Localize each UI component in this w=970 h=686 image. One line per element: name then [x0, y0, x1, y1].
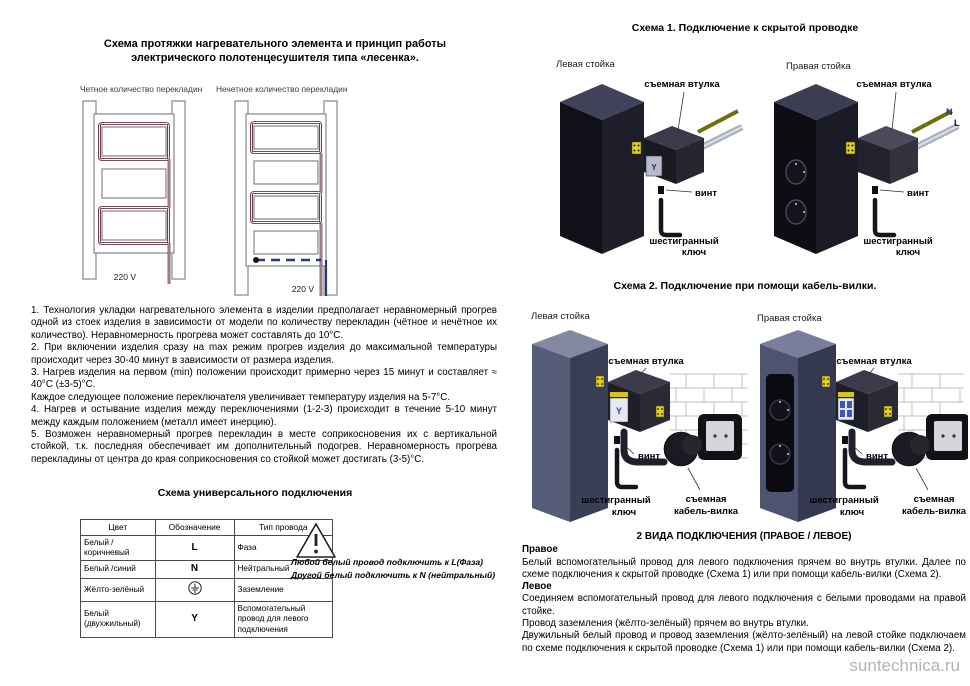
- warning-sticker: [632, 142, 641, 154]
- page-title-line2: электрического полотенцесушителя типа «лесенка».: [131, 51, 419, 64]
- left-connection-text-1: Соединяем вспомогательный провод для левого подключения с белыми проводами на правой стойке.: [522, 593, 966, 617]
- ladder-opening: [102, 127, 166, 156]
- ladder-opening: [254, 231, 318, 254]
- l-wire-label: L: [954, 118, 960, 128]
- ladder-opening: [102, 169, 166, 198]
- left-connection-heading: Левое: [522, 581, 552, 593]
- screw-label: винт: [907, 188, 930, 199]
- wire-mark-cell: L: [155, 535, 234, 561]
- earth-ground-icon: [188, 581, 202, 595]
- plug-label-2: кабель-вилка: [674, 506, 738, 517]
- site-watermark: suntechnica.ru: [849, 656, 960, 675]
- odd-ladder-caption: Нечетное количество перекладин: [216, 84, 348, 94]
- even-ladder-diagram: [74, 96, 196, 288]
- screw: [842, 436, 848, 444]
- wire-mark-cell: Y: [155, 602, 234, 638]
- warning-sticker: [596, 376, 604, 387]
- ladder-opening: [254, 161, 318, 184]
- right-connection-text: Белый вспомогательный провод для левого подключения прячем во внутрь втулки. Далее по схеме подключения к скрытой проводке (Схема 1) или при помощи кабель-вилки (Схема 2).: [522, 556, 966, 580]
- hex-key-label-1: шестигранный: [809, 495, 879, 506]
- even-ladder-caption: Четное количество перекладин: [80, 84, 203, 94]
- leader-line: [880, 190, 904, 192]
- col-header-mark: Обозначение: [155, 520, 234, 536]
- scheme2-left-figure: [518, 322, 753, 527]
- sleeve-label: съемная втулка: [608, 356, 684, 367]
- leader-line: [666, 190, 692, 192]
- hex-key-label-2: ключ: [681, 247, 707, 258]
- hex-key-label-2: ключ: [611, 507, 637, 518]
- mains-cable-highlight: [702, 127, 742, 147]
- note-2: 2. При включении изделия сразу на max режим прогрев изделия до максимальной температуры происходит через 30-40 минут в зависимости от размера изделия.: [31, 342, 497, 366]
- note-3: 3. Нагрев изделия на первом (min) положении происходит примерно через 15 минут и составляет ≈ 40°С (±3-5)°С.: [31, 367, 497, 391]
- socket-face: [706, 421, 734, 451]
- wire-color-cell: Белый (двухжильный): [81, 602, 156, 638]
- warning-sticker: [846, 142, 855, 154]
- sleeve-label: съемная втулка: [644, 79, 720, 90]
- connection-types-section: [522, 531, 966, 655]
- n-wire-label: N: [946, 107, 953, 117]
- universal-connection-title: Схема универсального подключения: [157, 487, 353, 499]
- y-terminal-label: Y: [651, 163, 657, 172]
- page-title: [55, 38, 495, 65]
- ladder-opening: [102, 211, 166, 240]
- warning-sticker: [822, 376, 830, 387]
- note-5: 5. Возможен неравномерный прогрев перекладин в месте соприкосновения их с вертикальной стойкой, т.к. последняя обеспечивает им дополнительный подогрев. Неравномерность прогрева перекладины от центра до края соприкосновения со стойкой может достигать (3-5)°С.: [31, 429, 497, 465]
- operation-notes: [31, 305, 497, 466]
- control-panel: [766, 374, 794, 492]
- scheme1-left-figure: [532, 72, 750, 258]
- plug-label-2: кабель-вилка: [902, 506, 966, 517]
- wire-mark-cell: [155, 578, 234, 602]
- left-connection-text-2: Провод заземления (жёлто-зелёный) прячем во внутрь втулки.: [522, 618, 809, 630]
- voltage-label: 220 V: [113, 272, 136, 282]
- label-yellow-strip: [610, 392, 628, 397]
- leader-line: [892, 92, 896, 130]
- scheme1-right-post-caption: Правая стойка: [786, 61, 851, 72]
- right-connection-heading: Правое: [522, 544, 558, 556]
- page-title-line1: Схема протяжки нагревательного элемента и принцип работы: [103, 38, 447, 50]
- hex-key: [875, 200, 894, 235]
- scheme1-left-post-caption: Левая стойка: [556, 59, 615, 70]
- warning-sticker: [884, 406, 892, 417]
- plug-label-1: съемная: [685, 494, 727, 505]
- plug-label-1: съемная: [913, 494, 955, 505]
- odd-ladder-diagram: [226, 96, 350, 304]
- ladder-opening: [254, 126, 318, 149]
- note-3b: Каждое следующее положение переключателя увеличивает температуру изделия на 5-7°С.: [31, 391, 451, 403]
- warning-sticker: [656, 406, 664, 417]
- hex-key-label-2: ключ: [895, 247, 921, 258]
- post-left-face: [560, 102, 602, 254]
- post-right-face: [602, 102, 644, 254]
- scheme1-right-figure: [752, 72, 967, 258]
- sleeve-label: съемная втулка: [836, 356, 912, 367]
- scheme2-title: Схема 2. Подключение при помощи кабель-вилки.: [613, 280, 877, 292]
- sleeve-label: съемная втулка: [856, 79, 932, 90]
- wire-type-cell: Заземление: [234, 578, 333, 602]
- hex-key-label-1: шестигранный: [581, 495, 651, 506]
- hex-key-label-2: ключ: [839, 507, 865, 518]
- screw-label: винт: [695, 188, 718, 199]
- label-yellow-strip: [838, 392, 854, 397]
- leader-line: [678, 92, 684, 130]
- post-right-face: [816, 102, 858, 254]
- voltage-label: 220 V: [291, 284, 314, 294]
- left-connection-text-3: Двужильный белый провод и провод заземления (жёлто-зелёный) на левой стойке подключаем по схеме подключения к скрытой проводке (Схема 1) или при помощи кабель-вилки (Схема 2).: [522, 630, 966, 654]
- cable-plug-nose: [682, 435, 702, 455]
- socket-face: [934, 421, 962, 451]
- col-header-color: Цвет: [81, 520, 156, 536]
- note-1: 1. Технология укладки нагревательного элемента в изделии предполагает неравномерный прогрев одной из стоек изделия в зависимости от модели по количеству перекладин (чётное и нечётное их количество). Неравномерность прогрева может составлять до 10°С.: [31, 305, 497, 341]
- screw: [614, 436, 620, 444]
- cable-plug-nose: [910, 435, 930, 455]
- scheme2-right-post-caption: Правая стойка: [757, 313, 822, 324]
- wire-color-cell: Белый /синий: [81, 561, 156, 579]
- screw-label: винт: [866, 451, 889, 462]
- note-4: 4. Нагрев и остывание изделия между переключениями (1-2-3) происходит в течение 5-10 минут между каждым положением (металл имеет инерцию).: [31, 404, 497, 428]
- wire-color-cell: Жёлто-зелёный: [81, 578, 156, 602]
- wire-type-cell: Нейтральный: [234, 561, 333, 579]
- hex-key: [661, 200, 680, 235]
- scheme2-left-post-caption: Левая стойка: [531, 311, 590, 322]
- leader-line: [916, 468, 928, 490]
- screw: [658, 186, 664, 194]
- warning-note: [291, 556, 499, 582]
- wire-color-cell: Белый /коричневый: [81, 535, 156, 561]
- scheme2-right-figure: [750, 320, 968, 532]
- leader-line: [688, 468, 700, 490]
- col-header-type: Тип провода: [234, 520, 333, 536]
- wire-type-cell: Фаза: [234, 535, 333, 561]
- warning-line-2: Другой белый подключить к N (нейтральный): [291, 570, 496, 580]
- warning-triangle-icon: [294, 521, 338, 561]
- post-left-face: [532, 344, 570, 522]
- y-terminal-label: Y: [615, 406, 623, 416]
- warning-line-1: Любой белый провод подключить к L(Фаза): [291, 557, 484, 567]
- screw-label: винт: [638, 451, 661, 462]
- wire-type-cell: Вспомогательный провод для левого подключения: [234, 602, 333, 638]
- wire-junction-dot: [253, 257, 259, 263]
- table-row: [81, 602, 333, 638]
- hex-key-label-1: шестигранный: [863, 236, 933, 247]
- screw: [872, 186, 878, 194]
- wire-mark-cell: N: [155, 561, 234, 579]
- scheme1-title: Схема 1. Подключение к скрытой проводке: [631, 22, 859, 34]
- connection-types-title: 2 ВИДА ПОДКЛЮЧЕНИЯ (ПРАВОЕ / ЛЕВОЕ): [636, 531, 852, 542]
- ladder-opening: [254, 196, 318, 219]
- mains-cable-highlight: [916, 126, 958, 147]
- hex-key-label-1: шестигранный: [649, 236, 719, 247]
